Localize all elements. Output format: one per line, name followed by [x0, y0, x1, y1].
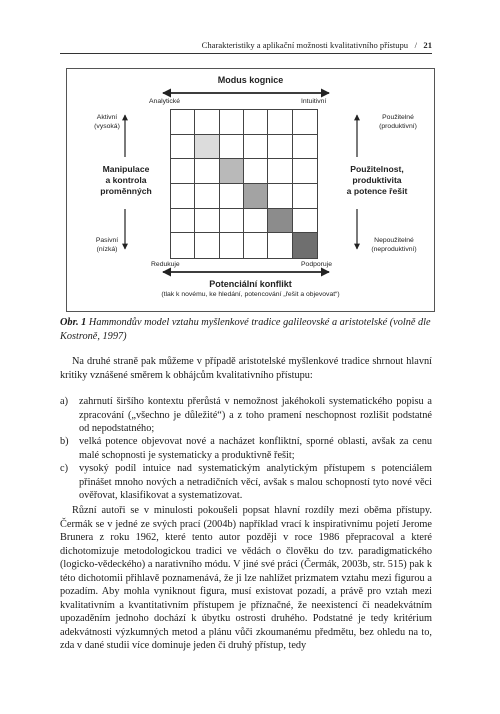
paragraph-intro: Na druhé straně pak můžeme v případě aristotelské myšlenkové tradice shrnout hlavní kritiky vznášené směrem k obhájcům kvalitativního přístupu: — [60, 356, 432, 381]
running-header — [60, 40, 432, 50]
matrix-cell — [220, 110, 244, 135]
matrix-cell — [268, 135, 292, 160]
matrix-cell — [293, 184, 317, 209]
matrix-cell — [195, 184, 219, 209]
matrix-cell — [171, 159, 195, 184]
matrix-cell — [268, 159, 292, 184]
matrix-cell — [195, 159, 219, 184]
label-nepouzitelne: Nepoužitelné (neproduktivní) — [371, 237, 417, 253]
label-redukuje: Redukuje — [151, 261, 180, 268]
list-item-text: vysoký podíl intuice nad systematickým analytickým přístupem s potenciálem přinášet mnoho nových a netradičních věcí, avšak s malou schopností tyto nové věci ověřovat, klasifikovat a systematizovat. — [79, 463, 432, 501]
list-item-letter: c) — [60, 463, 68, 474]
matrix-cell — [293, 159, 317, 184]
figure-bottom-subtitle: (tlak k novému, ke hledání, potencování „řešit a objevovat“) — [161, 291, 340, 298]
matrix-cell — [293, 110, 317, 135]
matrix-cell — [171, 135, 195, 160]
matrix-cell — [268, 184, 292, 209]
caption-text: Hammondův model vztahu myšlenkové tradice galileovské a aristotelské (volně dle Kostroně, 1997) — [60, 317, 431, 342]
matrix-cell-diagonal — [268, 209, 292, 234]
matrix-cell-diagonal — [195, 135, 219, 160]
header-separator: / — [414, 40, 417, 50]
list-item-letter: a) — [60, 396, 68, 407]
figure-caption — [60, 316, 432, 343]
matrix-cell — [293, 135, 317, 160]
matrix-cell-diagonal — [220, 159, 244, 184]
label-analyticke: Analytické — [149, 98, 180, 105]
matrix-cell — [171, 184, 195, 209]
list-item-letter: b) — [60, 436, 69, 447]
matrix-cell — [195, 110, 219, 135]
matrix-cell — [195, 233, 219, 258]
matrix-cell — [244, 159, 268, 184]
matrix-cell — [171, 233, 195, 258]
matrix-cell — [244, 233, 268, 258]
matrix-cell — [244, 209, 268, 234]
matrix-cell-diagonal — [293, 233, 317, 258]
matrix-cell — [244, 135, 268, 160]
matrix-cell — [195, 209, 219, 234]
matrix-grid — [170, 109, 318, 259]
label-pouzitelnost: Použitelnost, produktivita a potence řešit — [346, 164, 408, 196]
header-rule — [60, 53, 432, 54]
figure-bottom-title: Potenciální konflikt — [209, 279, 292, 289]
page-number: 21 — [423, 40, 432, 50]
matrix-cell-diagonal — [171, 110, 195, 135]
list-item-text: velká potence objevovat nové a nacházet konfliktní, sporné oblasti, avšak za cenu malé schopnosti je systematicky a produktivně řešit; — [79, 436, 432, 461]
matrix-cell — [268, 233, 292, 258]
caption-label: Obr. 1 — [60, 317, 87, 328]
matrix-cell — [244, 110, 268, 135]
list-item-text: zahrnutí širšího kontextu přerůstá v nemožnost jakéhokoli systematického popisu a zpracování („všechno je důležité“) a z toho pramení neschopnost rozlišit podstatné od nepodstatného; — [79, 396, 432, 434]
running-title: Charakteristiky a aplikační možnosti kvalitativního přístupu — [201, 40, 409, 50]
figure-hammond-model — [66, 68, 435, 312]
matrix-cell — [171, 209, 195, 234]
matrix-cell — [220, 233, 244, 258]
matrix-cell — [220, 209, 244, 234]
figure-top-title: Modus kognice — [217, 75, 284, 85]
matrix-cell — [293, 209, 317, 234]
matrix-cell — [220, 135, 244, 160]
label-manipulace: Manipulace a kontrola proměnných — [100, 164, 152, 196]
matrix-cell — [268, 110, 292, 135]
matrix-cell — [220, 184, 244, 209]
paragraph-final: Různí autoři se v minulosti pokoušeli popsat hlavní rozdíly mezi oběma přístupy. Čermák se v jedné ze svých prací (2004b) například vrací k inspirativnímu pojetí Jerome Brunera z roku 1962, které tento autor později v roce 1986 přepracoval a které dichotomizuje metodologickou tradici ve vědách o člověku do tzv. paradigmatického (logicko-vědeckého) a narativního módu. V jiné své práci (Čermák, 2003b, str. 515) pak k této dichotomii přihlavě poznamenává, že ji lze nahlížet prizmatem vztahu mezi figurou a pozadím. Aby mohla vyniknout figura, musí existovat pozadí, a právě pro vztah mezi kvalitativním a kvantitativním přístupem je příznačné, že neexistencí či neadekvátním upozaděním jednoho dochází k úbytku ostrosti druhého. Podstatné je tedy kritérium adekvátnosti výzkumných metod a plánu vůči zkoumanému předmětu, bez ohledu na to, zda v dané studii více dominuje jeden či druhý přístup, tedy — [60, 505, 432, 651]
label-pasivni: Pasivní (nízká) — [95, 237, 119, 253]
label-aktivni: Aktivní (vysoká) — [94, 114, 120, 130]
label-pouzitelne: Použitelné (produktivní) — [379, 114, 417, 130]
label-podporuje: Podporuje — [301, 261, 332, 268]
matrix-cell-diagonal — [244, 184, 268, 209]
label-intuitivni: Intuitivní — [301, 98, 327, 105]
